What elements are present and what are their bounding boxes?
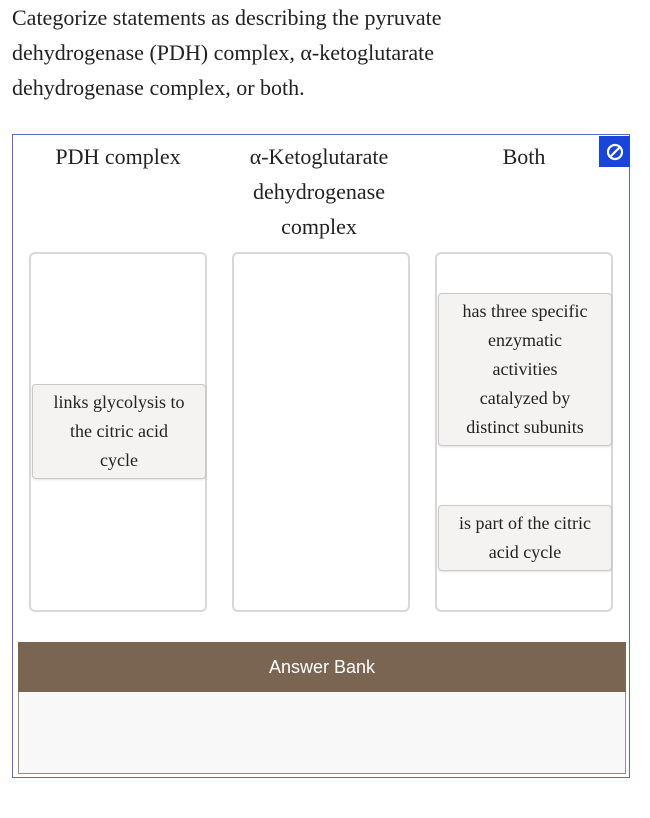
column-title-both <box>429 139 619 174</box>
card-line: the citric acid <box>70 421 168 441</box>
dropzone-akg[interactable] <box>232 252 410 612</box>
column-title-line: dehydrogenase <box>253 179 385 204</box>
answer-bank-header <box>18 642 626 692</box>
column-title-pdh <box>23 139 213 174</box>
column-title-line: complex <box>281 214 357 239</box>
answer-card[interactable] <box>438 293 612 446</box>
card-line: distinct subunits <box>466 417 584 437</box>
prompt-line: dehydrogenase complex, or both. <box>12 75 305 100</box>
column-title-line: Both <box>502 144 546 169</box>
card-line: links glycolysis to <box>53 392 185 412</box>
prompt-line: dehydrogenase (PDH) complex, α-ketoglutarate <box>12 40 435 65</box>
column-title-akg <box>224 139 414 244</box>
card-line: catalyzed by <box>479 388 571 408</box>
card-line: acid cycle <box>488 542 562 562</box>
card-line: is part of the citric <box>459 513 591 533</box>
answer-card[interactable] <box>438 505 612 571</box>
card-line: cycle <box>100 450 138 470</box>
card-line: has three specific <box>462 301 588 321</box>
answer-card[interactable] <box>32 384 206 479</box>
answer-bank-label: Answer Bank <box>268 656 376 677</box>
prompt-line: Categorize statements as describing the pyruvate <box>12 5 442 30</box>
question-prompt <box>12 0 612 105</box>
card-line: enzymatic <box>488 330 562 350</box>
answer-bank-dropzone[interactable] <box>18 692 626 774</box>
column-title-line: α-Ketoglutarate <box>249 144 389 169</box>
column-title-line: PDH complex <box>55 144 181 169</box>
card-line: activities <box>492 359 558 379</box>
